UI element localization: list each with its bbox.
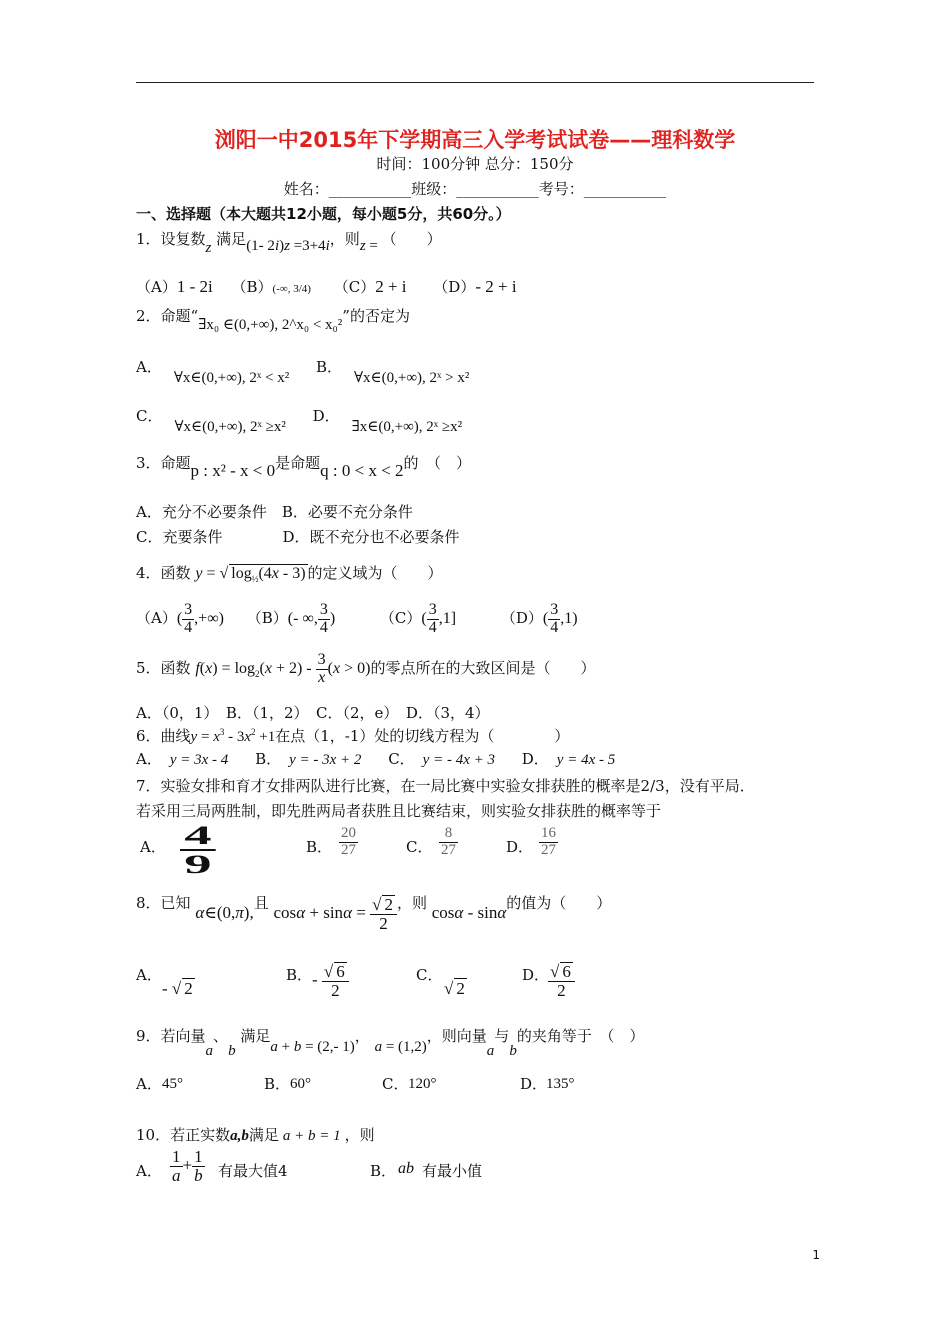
question-7-line-1: 7．实验女排和育才女排两队进行比赛，在一局比赛中实验女排获胜的概率是2/3，没有平局． [136,777,755,795]
question-10: 10．若正实数a,b满足 a + b = 1 ，则 [136,1126,375,1144]
question-7-options: A． $\frac{4}{9}$ B． $\frac{20}{27}$ C． $\frac{8}{27}$ D． $\frac{16}{27}$ [140,821,556,880]
question-3: 3．命题p : x² - x < 0是命题q : 0 < x < 2的 （ ） [136,454,472,480]
question-10-options: A． $\frac{1}{a}$ + $\frac{1}{b}$ 有最大值4 B． ab 有最小值 [136,1147,483,1185]
log-domain-expression: y = √ $\log_{\frac{1}{2}}(4x - 3)$ [195,565,306,585]
question-6: 6．曲线$y = x^3 - 3x^2 +1$在点（1，-1）处的切线方程为（ ） [136,727,570,745]
top-rule [136,82,814,83]
exam-time-line: 时间：100分钟 总分：150分 [376,155,574,173]
question-6-options: A． y = 3x - 4 B． y = - 3x + 2 C． y = - 4x + 3 D． y = 4x - 5 [136,750,616,768]
question-2: 2．命题“∃x₀ ∈(0,+∞), 2^x₀ < x₀²”的否定为 [136,307,410,333]
question-2-options-cd: C．∀x∈(0,+∞), 2ˣ ≥x² D．∃x∈(0,+∞), 2ˣ ≥x² [136,407,463,435]
question-9: 9．若向量a、b 满足a + b = (2,- 1)， a = (1,2)，则向量a与b的夹角等于 （ ） [136,1027,645,1059]
question-1-options: （A）1 - 2i （B）(-∞, 3/4) （C）2 + i （D）- 2 + i [136,277,517,296]
question-5-options: A．（0，1） B．（1，2） C．（2，e） D．（3，4） [136,704,490,722]
page-title: 浏阳一中2015年下学期高三入学考试试卷——理科数学 [214,128,736,152]
student-info-line: 姓名：___________班级：___________考号：___________ [283,180,667,198]
question-1: 1．设复数z 满足(1- 2i)z =3+4i，则z = （ ） [136,230,442,256]
question-5: 5．函数 $f(x) = \log_2(x + 2)$ - $\frac{3}{x}$ (x > 0)的零点所在的大致区间是（ ） [136,651,596,686]
question-2-options-ab: A．∀x∈(0,+∞), 2ˣ < x² B．∀x∈(0,+∞), 2ˣ > x² [136,358,470,386]
question-4-options: （A）( $\frac{3}{4}$ ,+∞) （B）(- ∞, $\frac{3}{4}$ ) （C）( $\frac{3}{4}$ ,1] （D）( $\frac{3}{4}$ ,1) [136,601,578,636]
question-3-options-ab: A．充分不必要条件 B．必要不充分条件 [136,503,413,521]
question-7-line-2: 若采用三局两胜制，即先胜两局者获胜且比赛结束，则实验女排获胜的概率等于 [136,802,662,820]
question-4: 4．函数 y = √ $\log_{\frac{1}{2}}(4x - 3)$ 的定义域为（ ） [136,564,443,585]
page-number: 1 [812,1248,820,1262]
question-8-options: A． - √ 2 B． - $\frac{√ 6}{2}$ C． √ 2 D． $\frac{√ 6}{2}$ [136,960,786,1008]
option-a-distorted-fraction: $\frac{4}{9}$ [180,822,197,879]
section-heading: 一、选择题（本大题共12小题，每小题5分，共60分。） [136,205,511,223]
question-8: 8．已知 α∈(0,π),且 cosα + sinα = $\frac{√ 2}{2}$ ，则 cosα - sinα的值为（ ） [136,893,612,933]
question-3-options-cd: C．充要条件 D．既不充分也不必要条件 [136,528,460,546]
